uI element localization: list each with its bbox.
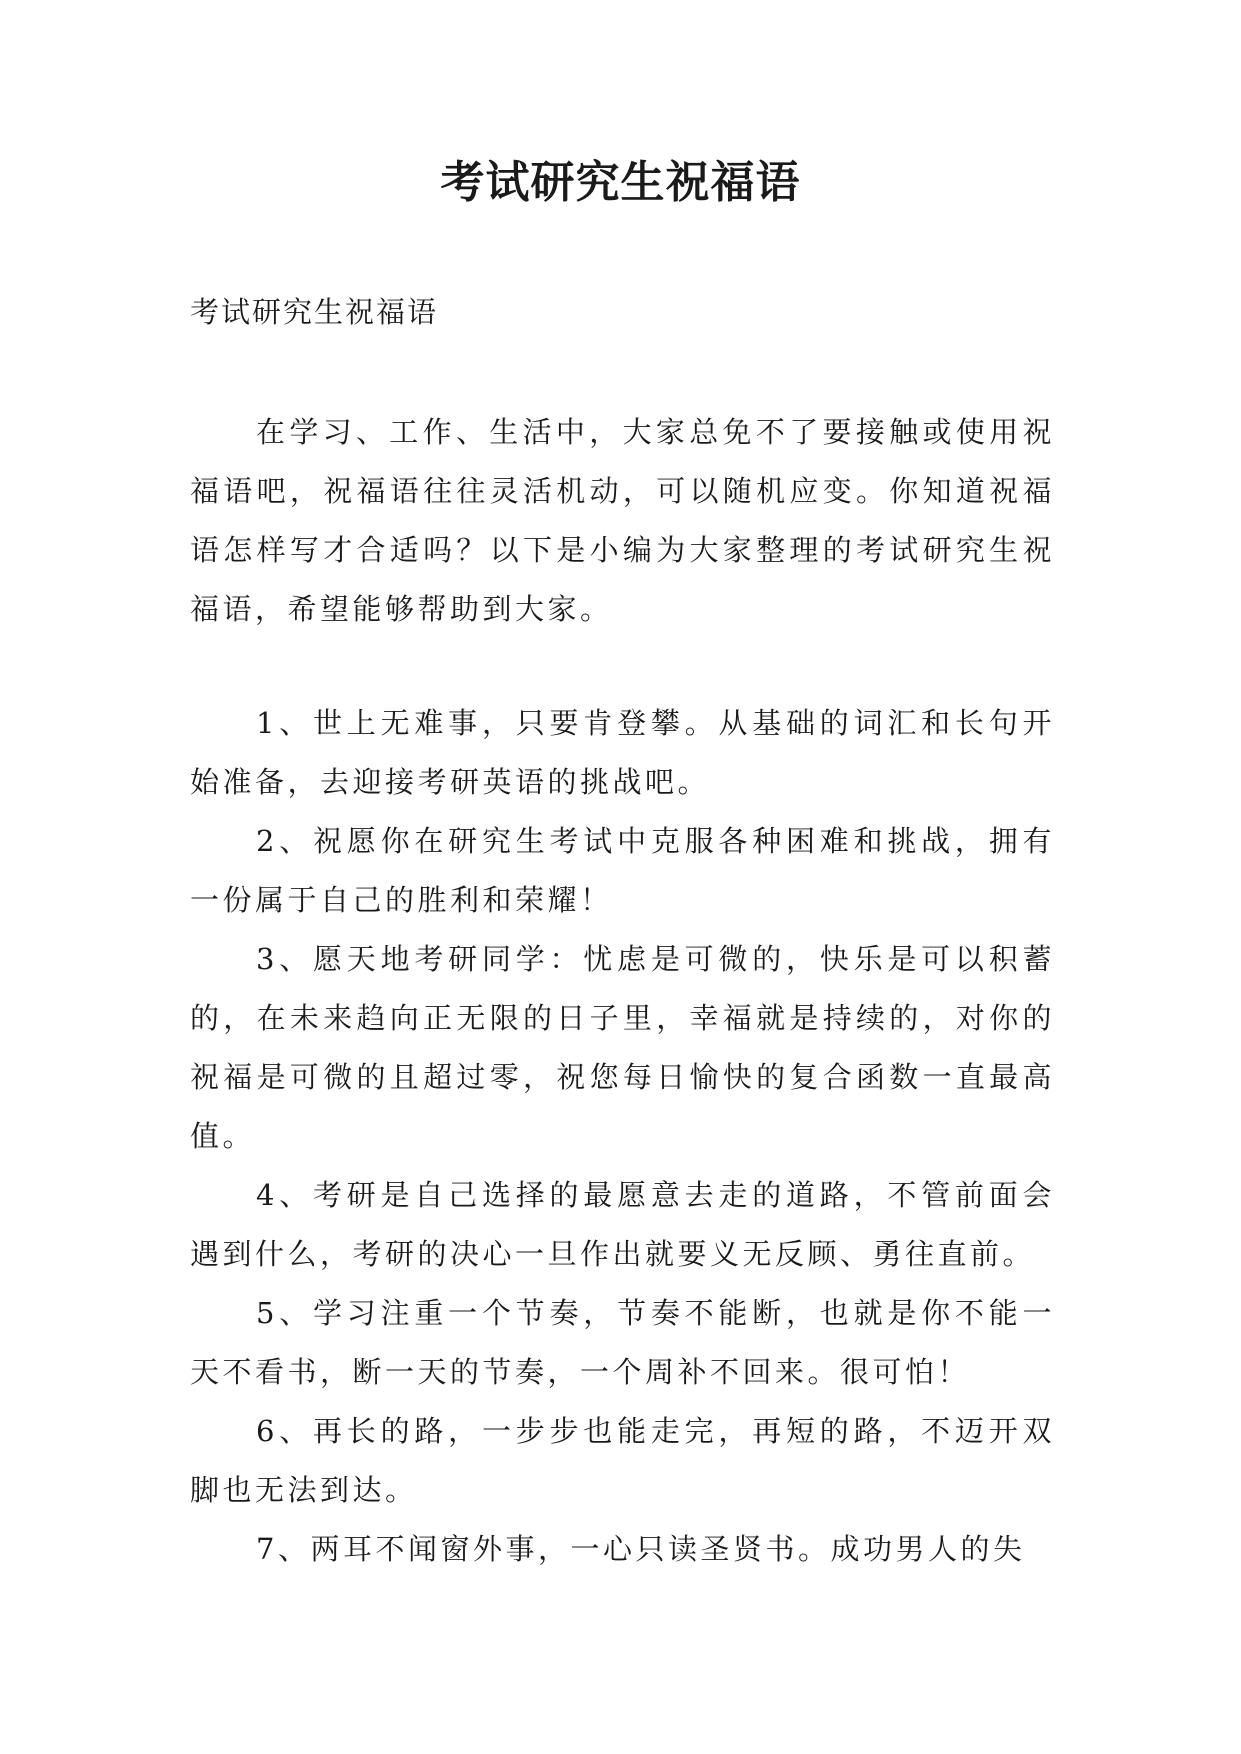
list-item: 1、世上无难事，只要肯登攀。从基础的词汇和长句开始准备，去迎接考研英语的挑战吧。 bbox=[190, 706, 1055, 799]
list-item: 6、再长的路，一步步也能走完，再短的路，不迈开双脚也无法到达。 bbox=[190, 1414, 1055, 1507]
intro-section bbox=[190, 403, 1055, 639]
list-item: 4、考研是自己选择的最愿意去走的道路，不管前面会遇到什么，考研的决心一旦作出就要义无反顾、勇往直前。 bbox=[190, 1178, 1055, 1271]
list-item: 3、愿天地考研同学：忧虑是可微的，快乐是可以积蓄的，在未来趋向正无限的日子里，幸福就是持续的，对你的祝福是可微的且超过零，祝您每日愉快的复合函数一直最高值。 bbox=[190, 942, 1055, 1153]
list-item: 2、祝愿你在研究生考试中克服各种困难和挑战，拥有一份属于自己的胜利和荣耀！ bbox=[190, 824, 1055, 917]
intro-paragraph: 在学习、工作、生活中，大家总免不了要接触或使用祝福语吧，祝福语往往灵活机动，可以随机应变。你知道祝福语怎样写才合适吗？以下是小编为大家整理的考试研究生祝福语，希望能够帮助到大家。 bbox=[190, 415, 1055, 626]
document-title: 考试研究生祝福语 bbox=[440, 157, 801, 208]
wishes-list bbox=[190, 694, 1055, 1579]
document-subtitle: 考试研究生祝福语 bbox=[190, 295, 439, 329]
list-item: 5、学习注重一个节奏，节奏不能断，也就是你不能一天不看书，断一天的节奏，一个周补不回来。很可怕！ bbox=[190, 1296, 1055, 1389]
list-item: 7、两耳不闻窗外事，一心只读圣贤书。成功男人的失 bbox=[256, 1532, 1026, 1566]
